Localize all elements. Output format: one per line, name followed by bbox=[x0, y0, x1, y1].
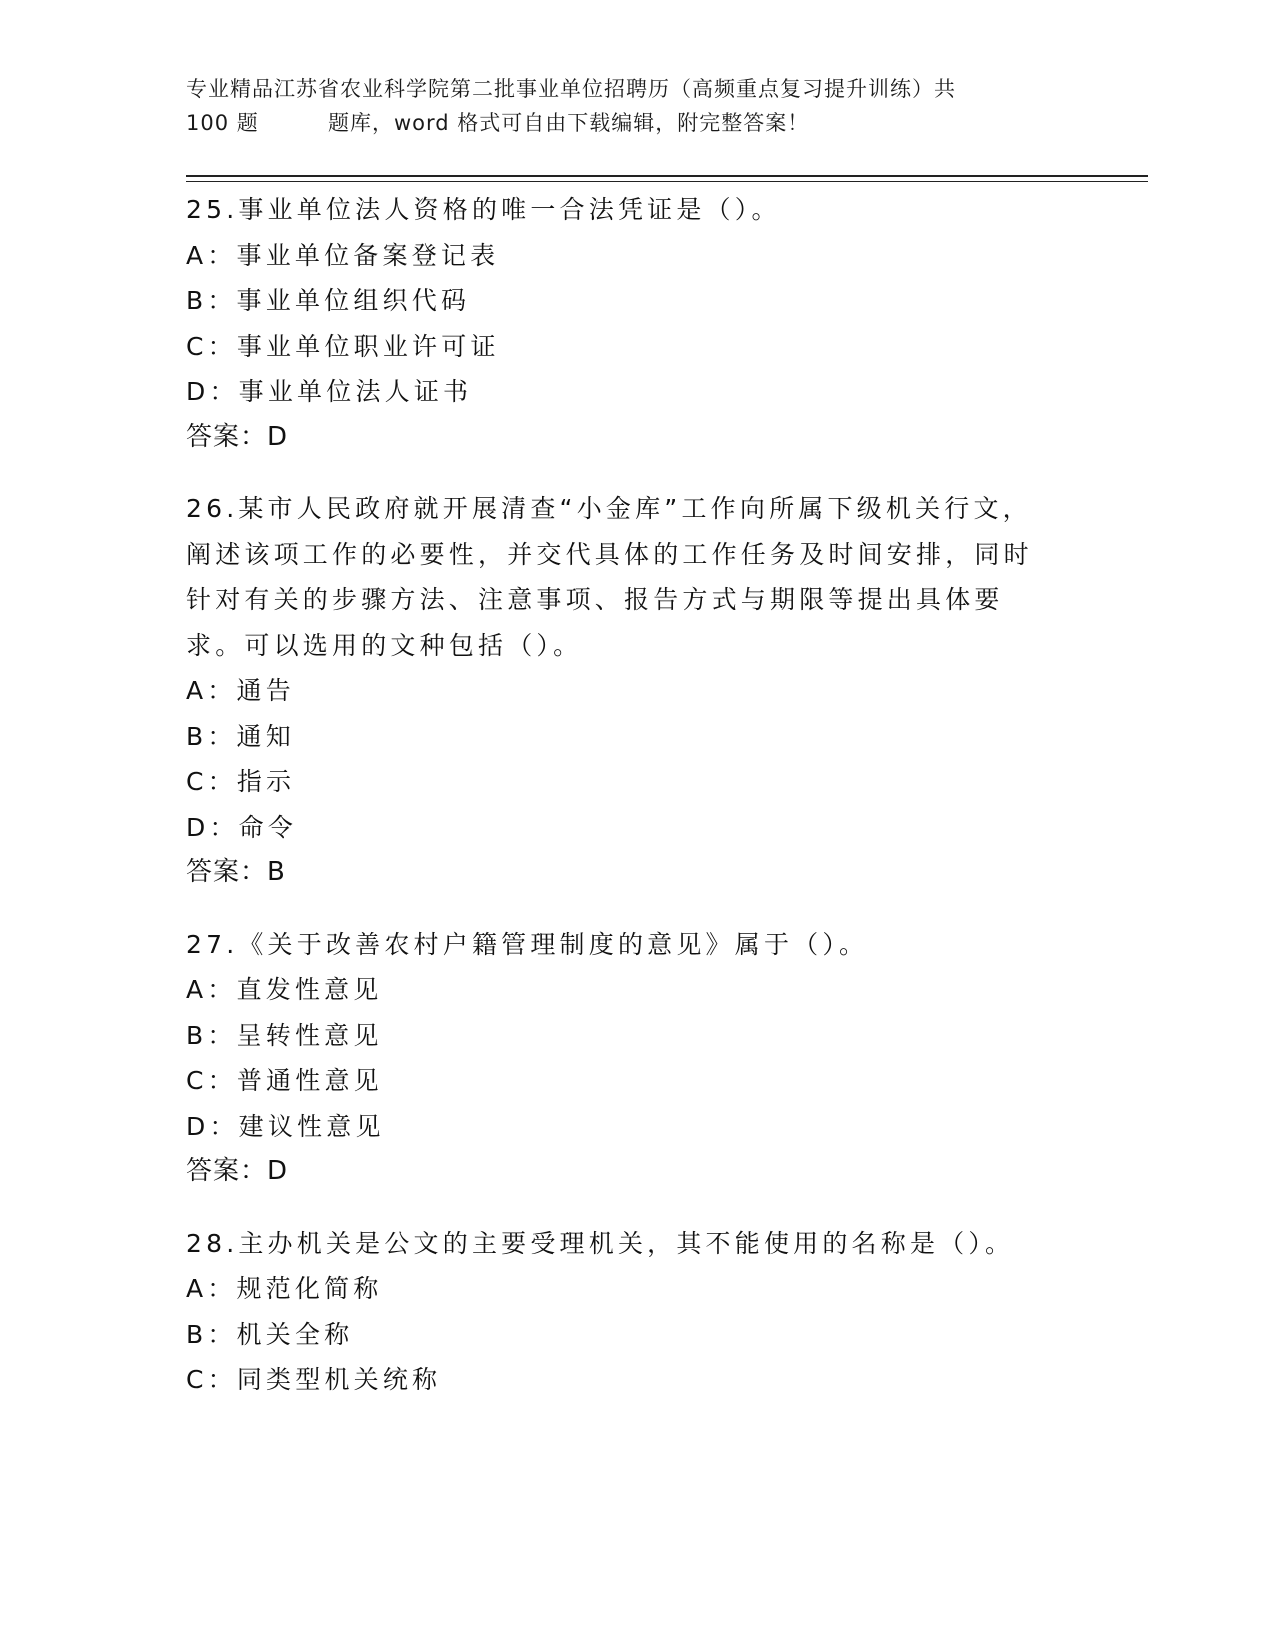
option-d: D：事业单位法人证书 bbox=[186, 377, 473, 406]
question-28 bbox=[186, 1221, 1086, 1403]
answer-key: 答案：B bbox=[186, 857, 286, 887]
option-a: A：直发性意见 bbox=[186, 975, 383, 1004]
question-stem: 25.事业单位法人资格的唯一合法凭证是（）。 bbox=[186, 195, 781, 224]
option-c: C：同类型机关统称 bbox=[186, 1365, 442, 1394]
option-c: C：事业单位职业许可证 bbox=[186, 331, 500, 361]
question-stem: 26.某市人民政府就开展清查“小金库”工作向所属下级机关行文，阐述该项工作的必要性，并交代具体的工作任务及时间安排，同时针对有关的步骤方法、注意事项、报告方式与期限等提出具体要求。可以选用的文种包括（）。 bbox=[186, 494, 1033, 660]
option-b: B：通知 bbox=[186, 721, 295, 751]
question-25 bbox=[186, 187, 1086, 460]
option-c: C：指示 bbox=[186, 767, 296, 796]
question-list bbox=[186, 187, 1086, 1429]
option-c: C：普通性意见 bbox=[186, 1066, 383, 1095]
document-header bbox=[186, 72, 1086, 140]
option-d: D：命令 bbox=[186, 812, 298, 842]
answer-key: 答案：D bbox=[186, 1156, 289, 1186]
option-b: B：呈转性意见 bbox=[186, 1020, 383, 1050]
option-d: D：建议性意见 bbox=[186, 1111, 385, 1141]
header-divider-thick bbox=[186, 175, 1148, 177]
option-b: B：机关全称 bbox=[186, 1319, 354, 1349]
option-a: A：规范化简称 bbox=[186, 1274, 383, 1303]
question-stem: 27.《关于改善农村户籍管理制度的意见》属于（）。 bbox=[186, 929, 869, 959]
header-title-line2 bbox=[186, 106, 1086, 140]
option-a: A：通告 bbox=[186, 676, 295, 705]
question-stem: 28.主办机关是公文的主要受理机关，其不能使用的名称是（）。 bbox=[186, 1228, 1015, 1258]
question-26 bbox=[186, 486, 1086, 896]
option-b: B：事业单位组织代码 bbox=[186, 286, 471, 315]
answer-key: 答案：D bbox=[186, 421, 289, 452]
header-title-line1: 专业精品江苏省农业科学院第二批事业单位招聘历（高频重点复习提升训练）共 bbox=[186, 77, 956, 101]
question-27 bbox=[186, 922, 1086, 1195]
header-description: 题库，word 格式可自由下载编辑，附完整答案！ bbox=[328, 111, 810, 135]
header-divider-thin bbox=[186, 181, 1148, 182]
option-a: A：事业单位备案登记表 bbox=[186, 240, 500, 270]
question-count: 100 题 bbox=[186, 111, 259, 135]
